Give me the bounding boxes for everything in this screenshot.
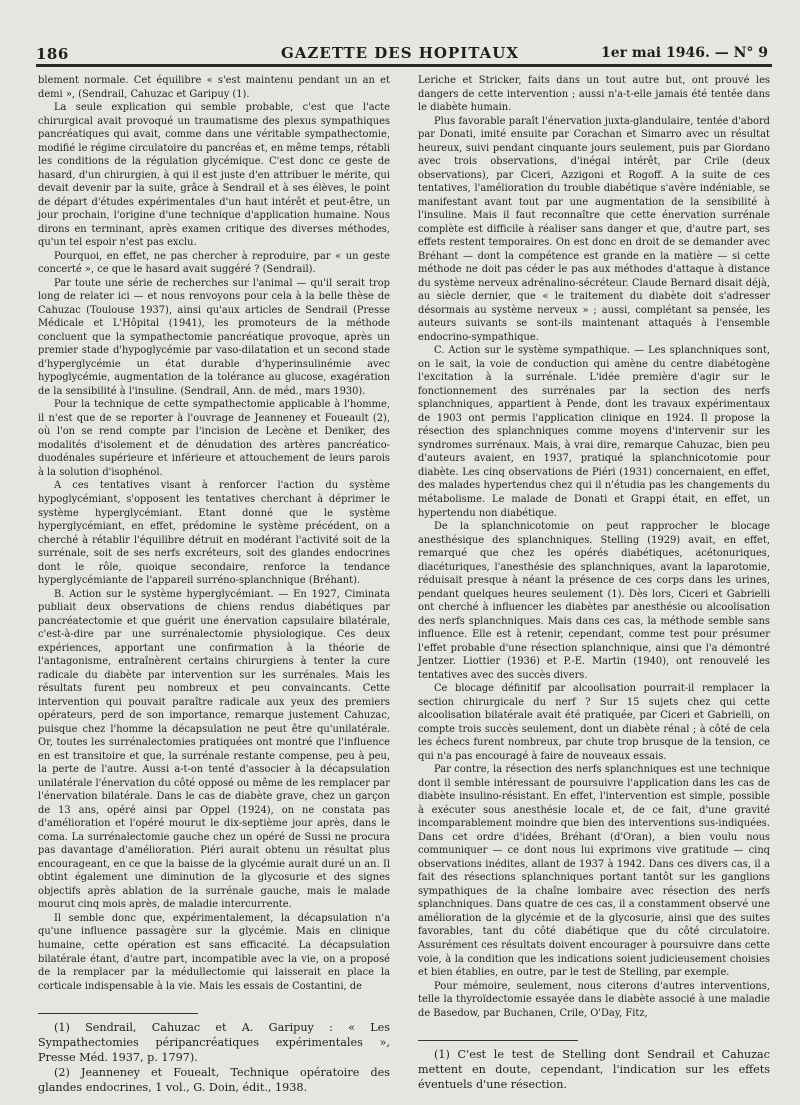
paragraph: blement normale. Cet équilibre « s'est maintenu pendant un an et demi », (Sendrail, Cahuzac et Garipuy (1). — [38, 75, 390, 100]
paragraph: Plus favorable paraît l'énervation juxta-glandulaire, tentée d'abord par Donati, imité ensuite par Corachan et Simarro avec un résultat heureux, suivi pendant cinquante jours seulement, puis par Giordano avec trois observations, d'inégal intérêt, par Crile (deux observations), par Ciceri, Azzigoni et Rogoff. A la suite de ces tentatives, l'amélioration du trouble diabétique s'avère indéniable, se manifestant avant tout par une augmentation de la sensibilité à l'insuline. Mais il faut reconnaître que cette énervation surrénale complète est difficile à réaliser sans danger et que, d'autre part, ses effets restent temporaires. On est donc en droit de se demander avec Bréhant — dont la compétence est grande en la matière — si cette méthode ne doit pas céder le pas aux méthodes d'attaque à distance du système nerveux adrénalino-sécréteur. Claude Bernard disait déjà, au siècle dernier, que « le traitement du diabète doit s'adresser désormais au système nerveux » ; aussi, complétant sa pensée, les auteurs suivants se sont-ils maintenant attaqués à l'ensemble endocrino-sympathique. — [418, 115, 770, 343]
paragraph: Par contre, la résection des nerfs splanchniques est une technique dont il semble intéressant de poursuivre l'application dans les cas de diabète insulino-résistant. En effet, l'intervention est simple, possible à exécuter sous anesthésie locale et, de ce fait, d'une gravité incomparablement moindre que bien des interventions sus-indiquées. Dans cet ordre d'idées, Bréhant (d'Oran), a bien voulu nous communiquer — ce dont nous lui exprimons vive gratitude — cinq observations inédites, allant de 1937 à 1942. Dans ces divers cas, il a fait des résections splanchniques portant tantôt sur les ganglions sympathiques de la chaîne lombaire avec résection des nerfs splanchniques. Dans quatre de ces cas, il a constamment observé une amélioration de la glycémie et de la glycosurie, ainsi que des suites favorables, tant du côté diabétique que du côté circulatoire. Assurément ces résultats doivent encourager à poursuivre dans cette voie, à la condition que les indications soient judicieusement choisies et bien établies, en outre, par le test de Stelling, par exemple. — [418, 764, 770, 979]
page-number: 186 — [36, 45, 69, 63]
paragraph: Pour la technique de cette sympathectomie applicable à l'homme, il n'est que de se reporter à l'ouvrage de Jeanneney et Foueault (2), où l'on se rend compte par l'incision de Lecène et Deniker, des modalités d'isolement et de dénudation des artères pancréatico-duodénales supérieure et inférieure et attouchement de leurs parois à la solution d'isophénol. — [38, 399, 390, 478]
paragraph: Ce blocage définitif par alcoolisation pourrait-il remplacer la section chirurgicale du nerf ? Sur 15 sujets chez qui cette alcoolisation bilatérale avait été pratiquée, par Ciceri et Gabrielli, on compte trois succès seulement, dont un diabète rénal ; à côté de cela les échecs furent nombreux, par chute trop brusque de la tension, ce qui n'a pas encouragé à faire de nouveaux essais. — [418, 683, 770, 762]
paragraph: Par toute une série de recherches sur l'animal — qu'il serait trop long de relater ici — et nous renvoyons pour cela à la belle thèse de Cahuzac (Toulouse 1937), ainsi qu'aux articles de Sendrail (Presse Médicale et L'Hôpital (1941), les promoteurs de la méthode concluent que la sympathectomie pancréatique provoque, après un premier stade d'hypoglycémie par vaso-dilatation et un second stade d'hyperglycémie un état durable d'hyperinsulinémie avec hypoglycémie, augmentation de la tolérance au glucose, exagération de la sensibilité à l'insuline. (Sendrail, Ann. de méd., mars 1930). — [38, 277, 390, 397]
footnote: (2) Jeanneney et Fouealt, Technique opératoire des glandes endocrines, 1 vol., G. Doin, édit., 1938. — [38, 1066, 390, 1095]
footnote: (1) C'est le test de Stelling dont Sendrail et Cahuzac mettent en doute, cependant, l'indication sur les effets éventuels d'une résection. — [418, 1048, 770, 1092]
paragraph: Il semble donc que, expérimentalement, la décapsulation n'a qu'une influence passagère sur la glycémie. Mais en clinique humaine, cette opération est sans efficacité. La décapsulation bilatérale étant, d'autre part, incompatible avec la vie, on a proposé de la remplacer par la médullectomie qui laisserait en place la corticale indispensable à la vie. Mais les essais de Costantini, de — [38, 912, 390, 992]
paragraph: B. Action sur le système hyperglycémiant. — En 1927, Ciminata publiait deux observations de chiens rendus diabétiques par pancréatectomie et que guérit une énervation capsulaire bilatérale, c'est-à-dire par une surrénalectomie physiologique. Ces deux expériences, apportant une confirmation à la théorie de l'antagonisme, entraînèrent certains chirurgiens à tenter la cure radicale du diabète par intervention sur les surrénales. Mais les résultats furent peu nombreux et peu convaincants. Cette intervention qui pouvait paraître radicale aux yeux des premiers opérateurs, perd de son importance, remarque justement Cahuzac, puisque chez l'homme la décapsulation ne peut être qu'unilatérale. Or, toutes les surrénalectomies pratiquées ont montré que l'influence en est transitoire et que, la surrénale restante compense, peu à peu, la perte de l'autre. Aussi a-t-on tenté d'associer à la décapsulation unilatérale l'énervation du côté opposé ou même de les remplacer par l'énervation bilatérale. Dans le cas de diabète grave, chez un garçon de 13 ans, opéré ainsi par Oppel (1924), on ne constata pas d'amélioration et l'opéré mourut le dix-septième jour après, dans le coma. La surrénalectomie gauche chez un opéré de Sussi ne procura pas davantage d'amélioration. Piéri aurait obtenu un résultat plus encourageant, en ce que la baisse de la glycémie aurait duré un an. Il obtint également une diminution de la glycosurie et des signes objectifs après ablation de la surrénale gauche, mais le malade mourut cinq mois après, de maladie intercurrente. — [38, 588, 390, 911]
footnote-rule — [418, 1040, 578, 1041]
issue-date: 1er mai 1946. — N° 9 — [601, 45, 768, 61]
right-column — [418, 74, 770, 1092]
paragraph: Pourquoi, en effet, ne pas chercher à reproduire, par « un geste concerté », ce que le hasard avait suggéré ? (Sendrail). — [38, 250, 390, 276]
footnote: (1) Sendrail, Cahuzac et A. Garipuy : « Les Sympathectomies péripancréatiques expérimentales », Presse Méd. 1937, p. 1797). — [38, 1021, 390, 1065]
paragraph: A ces tentatives visant à renforcer l'action du système hypoglycémiant, s'opposent les tentatives cherchant à déprimer le système hyperglycémiant. Etant donné que le système hyperglycémiant, en effet, prédomine le système précédent, on a cherché à rétablir l'équilibre détruit en modérant l'activité soit de la surrénale, soit de ses nerfs excréteurs, soit des glandes endocrines dont le rôle, quoique secondaire, renforce la tendance hyperglycémiante de l'appareil surréno-splanchnique (Bréhant). — [38, 480, 390, 587]
paragraph: La seule explication qui semble probable, c'est que l'acte chirurgical avait provoqué un traumatisme des plexus sympathiques pancréatiques qui avait, comme dans une véritable sympathectomie, modifié le régime circulatoire du pancréas et, en même temps, rétabli les conditions de la régulation glycémique. C'est donc ce geste de hasard, d'un chirurgien, à qui il est juste d'en attribuer le mérite, qui devait devenir par la suite, grâce à Sendrail et à ses élèves, le point de départ d'études expérimentales d'un haut intérêt et peut-être, un jour prochain, l'origine d'une technique d'application humaine. Nous dirons en terminant, après examen critique des diverses méthodes, qu'un tel espoir n'est pas exclu. — [38, 102, 390, 249]
paragraph: Pour mémoire, seulement, nous citerons d'autres interventions, telle la thyroïdectomie essayée dans le diabète associé à une maladie de Basedow, par Buchanen, Crile, O'Day, Fitz, — [418, 980, 770, 1019]
footnote-rule — [38, 1013, 198, 1014]
header-rule — [36, 64, 772, 67]
left-column — [38, 74, 390, 1095]
paragraph: De la splanchnicotomie on peut rapprocher le blocage anesthésique des splanchniques. Stelling (1929) avait, en effet, remarqué que chez les opérés diabétiques, acétonuriques, diacéturiques, l'anesthésie des splanchniques, avant la laparotomie, réduisait presque à néant la présence de ces corps dans les urines, pendant quelques heures seulement (1). Dès lors, Ciceri et Gabrielli ont cherché à influencer les diabètes par anesthésie ou alcoolisation des nerfs splanchniques. Mais dans ces cas, la méthode semble sans influence. Elle est à retenir, cependant, comme test pour présumer l'effet probable d'une résection splanchnique, ainsi que l'a démontré Jentzer. Liottier (1936) et P.-E. Martin (1940), ont renouvelé les tentatives avec des succès divers. — [418, 521, 770, 681]
journal-title: GAZETTE DES HOPITAUX — [280, 44, 519, 62]
paragraph: Leriche et Stricker, faits dans un tout autre but, ont prouvé les dangers de cette intervention ; aussi n'a-t-elle jamais été tentée dans le diabète humain. — [418, 75, 770, 114]
paragraph: C. Action sur le système sympathique. — Les splanchniques sont, on le sait, la voie de conduction qui amène du centre diabétogène l'excitation à la surrénale. L'idée première d'agir sur le fonctionnement des surrénales par la section des nerfs splanchniques, appartient à Pende, dont les travaux expérimentaux de 1903 ont permis l'application clinique en 1924. Il propose la résection des splanchniques comme moyens d'intervenir sur les syndromes surrénaux. Mais, à vrai dire, remarque Cahuzac, bien peu d'auteurs avaient, en 1937, pratiqué la splanchnicotomie pour diabète. Les cinq observations de Piéri (1931) concernaient, en effet, des malades hypertendus chez qui il n'étudia pas les changements du métabolisme. Le malade de Donati et Grappi était, en effet, un hypertendu non diabétique. — [418, 345, 770, 519]
